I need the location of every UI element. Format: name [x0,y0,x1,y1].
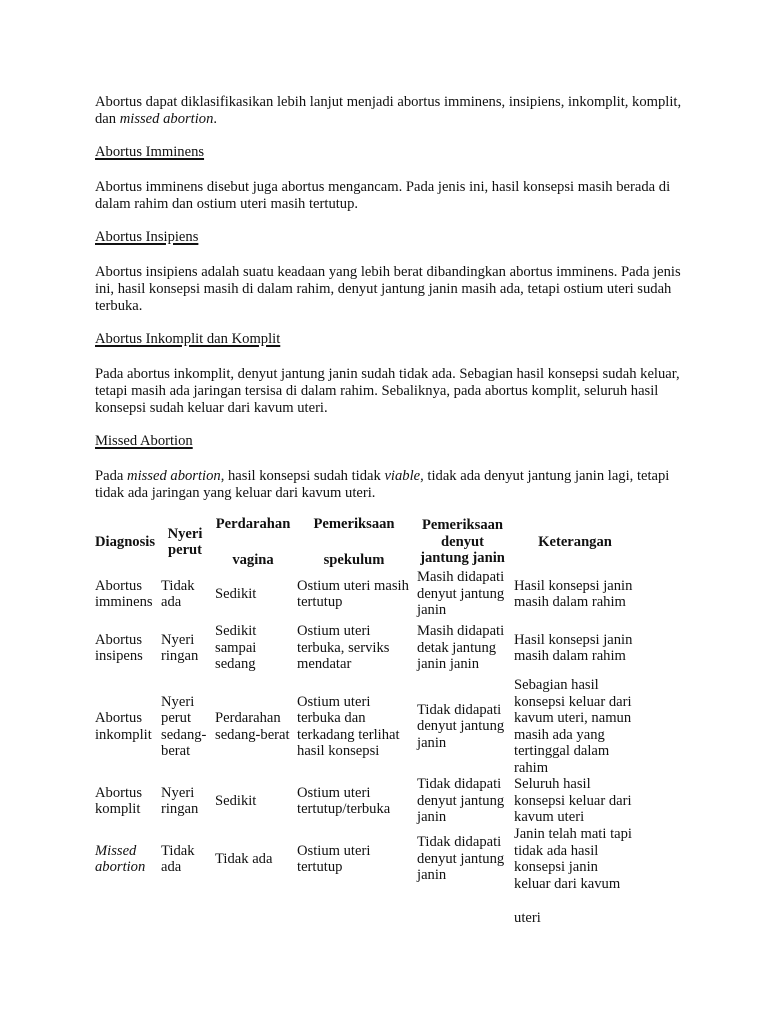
header-pemeriksaan-djj: Pemeriksaan denyut jantung janin [420,517,505,567]
cell-keterangan: Janin telah mati tapi tidak ada hasil konsepsi janin keluar dari kavum [514,826,632,892]
heading-inkomplit-komplit: Abortus Inkomplit dan Komplit [95,331,281,347]
header-pemeriksaan-spekulum [294,515,414,569]
cell-perdarahan: Sedikit [215,585,257,602]
cell-diagnosis-emphasis: Missed abortion [95,842,146,875]
heading-insipiens: Abortus Insipiens [95,229,199,245]
table-header-row [92,515,639,569]
cell-nyeri: Tidak ada [161,577,195,610]
cell-diagnosis: Abortus insipens [95,631,143,664]
paragraph-missed-abortion [95,468,685,502]
header-spekulum-top: Pemeriksaan [313,516,395,532]
table-row [92,677,639,776]
missed-text-3: , tidak ada denyut jantung janin lagi, tetapi tidak ada jaringan yang keluar dari kavum uteri. [95,468,670,501]
diagnosis-table [92,515,639,927]
missed-text-1: Pada [95,468,128,484]
missed-emphasis-1: missed abortion [127,468,221,484]
header-nyeri-perut: Nyeri perut [167,525,203,558]
heading-missed-abortion: Missed Abortion [95,433,193,449]
cell-diagnosis: Abortus komplit [95,784,143,817]
intro-text: Abortus dapat diklasifikasikan lebih lanjut menjadi abortus imminens, insipiens, inkomplit, komplit, dan [95,94,682,127]
intro-emphasis: missed abortion [119,111,214,127]
header-perdarahan-vagina [212,515,294,569]
intro-paragraph [95,94,685,128]
cell-keterangan-extra: uteri [514,910,541,926]
table-row [92,619,639,677]
cell-keterangan: Hasil konsepsi janin masih dalam rahim [514,631,633,664]
cell-nyeri: Nyeri ringan [161,631,199,664]
cell-keterangan: Hasil konsepsi janin masih dalam rahim [514,577,633,610]
cell-perdarahan: Perdarahan sedang-berat [215,710,290,743]
cell-djj: Tidak didapati denyut jantung janin [417,834,505,884]
intro-text-end: . [213,111,218,127]
table-row [92,826,639,892]
cell-spekulum: Ostium uteri terbuka dan terkadang terlihat hasil konsepsi [297,693,400,759]
header-diagnosis: Diagnosis [95,533,156,550]
table-row [92,776,639,826]
paragraph-imminens: Abortus imminens disebut juga abortus mengancam. Pada jenis ini, hasil konsepsi masih berada di dalam rahim dan ostium uteri masih tertutup. [95,179,671,212]
header-perdarahan-bottom: vagina [232,551,274,568]
cell-spekulum: Ostium uteri terbuka, serviks mendatar [297,623,390,673]
cell-keterangan-continuation [511,892,639,927]
cell-keterangan: Sebagian hasil konsepsi keluar dari kavum uteri, namun masih ada yang tertinggal dalam rahim [514,677,632,776]
cell-diagnosis: Abortus imminens [95,577,153,610]
header-keterangan: Keterangan [538,533,612,550]
cell-nyeri: Tidak ada [161,842,195,875]
cell-nyeri: Nyeri perut sedang-berat [161,693,207,759]
cell-spekulum: Ostium uteri masih tertutup [297,577,409,610]
cell-diagnosis [92,826,158,892]
cell-nyeri: Nyeri ringan [161,784,199,817]
cell-spekulum: Ostium uteri tertutup/terbuka [297,784,391,817]
cell-djj: Tidak didapati denyut jantung janin [417,701,505,751]
cell-perdarahan: Sedikit [215,792,257,809]
cell-diagnosis: Abortus inkomplit [95,710,152,743]
cell-perdarahan: Tidak ada [215,850,273,867]
paragraph-insipiens: Abortus insipiens adalah suatu keadaan yang lebih berat dibandingkan abortus imminens. Pada jenis ini, hasil konsepsi masih di dalam rahim, denyut jantung janin masih ada, tetapi ostium uteri sudah terbuka. [95,264,681,314]
cell-djj: Masih didapati detak jantung janin janin [417,623,505,673]
cell-keterangan: Seluruh hasil konsepsi keluar dari kavum uteri [514,776,632,826]
missed-text-2: , hasil konsepsi sudah tidak [220,468,385,484]
header-spekulum-bottom: spekulum [323,551,385,568]
cell-spekulum: Ostium uteri tertutup [297,842,371,875]
cell-djj: Masih didapati denyut jantung janin [417,569,505,619]
missed-emphasis-2: viable [384,468,421,484]
cell-djj: Tidak didapati denyut jantung janin [417,776,505,826]
header-perdarahan-top: Perdarahan [215,516,291,532]
heading-imminens: Abortus Imminens [95,144,205,160]
table-row-continuation [92,892,639,927]
document-body [95,94,685,518]
paragraph-inkomplit-komplit: Pada abortus inkomplit, denyut jantung janin sudah tidak ada. Sebagian hasil konsepsi sudah keluar, tetapi masih ada jaringan tersisa di dalam rahim. Sebaliknya, pada abortus komplit, seluruh hasil konsepsi sudah keluar dari kavum uteri. [95,366,680,416]
table-row [92,569,639,619]
cell-perdarahan: Sedikit sampai sedang [215,623,257,673]
